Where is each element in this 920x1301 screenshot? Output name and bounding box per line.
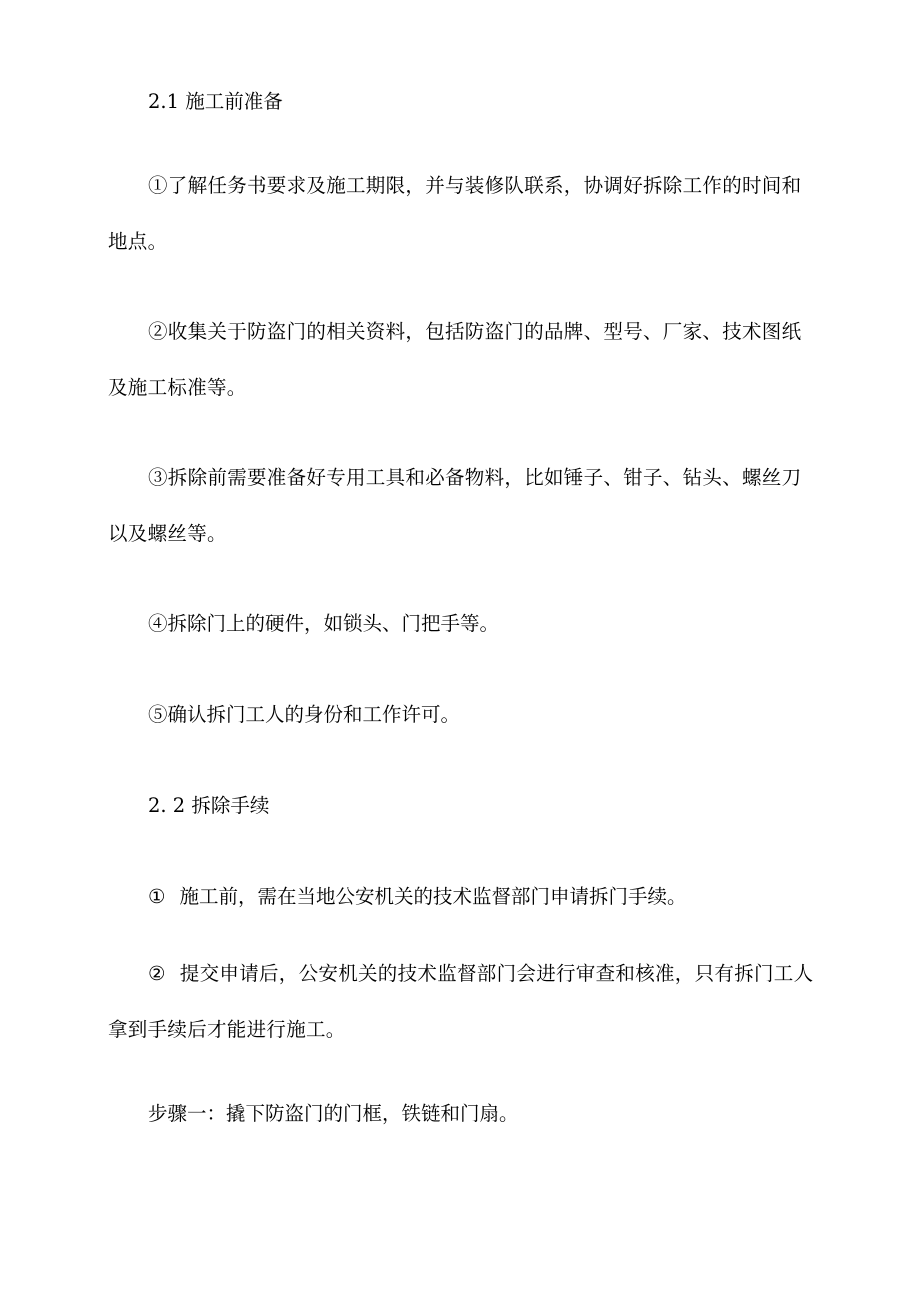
prep-item-3: ③拆除前需要准备好专用工具和必备物料，比如锤子、钳子、钻头、螺丝刀以及螺丝等。: [108, 466, 802, 545]
procedure-marker-2: ②: [148, 962, 166, 985]
procedure-text-1: 施工前，需在当地公安机关的技术监督部门申请拆门手续。: [179, 885, 687, 908]
step-one: 步骤一：撬下防盗门的门框，铁链和门扇。: [148, 1102, 519, 1125]
prep-item-5: ⑤确认拆门工人的身份和工作许可。: [148, 703, 461, 726]
procedure-text-2: 提交申请后，公安机关的技术监督部门会进行审查和核准，只有拆门工人拿到手续后才能进行施工。: [108, 962, 814, 1041]
section-heading-2-2: 2. 2 拆除手续: [148, 794, 270, 817]
procedure-marker-1: ①: [148, 885, 166, 908]
prep-item-4: ④拆除门上的硬件，如锁头、门把手等。: [148, 612, 500, 635]
procedure-item-2: [108, 946, 814, 1058]
prep-item-1: ①了解任务书要求及施工期限，并与装修队联系，协调好拆除工作的时间和地点。: [108, 174, 802, 253]
prep-item-2: ②收集关于防盗门的相关资料，包括防盗门的品牌、型号、厂家、技术图纸及施工标准等。: [108, 320, 802, 399]
section-heading-2-1: 2.1 施工前准备: [148, 90, 283, 113]
procedure-item-1: [148, 883, 687, 911]
